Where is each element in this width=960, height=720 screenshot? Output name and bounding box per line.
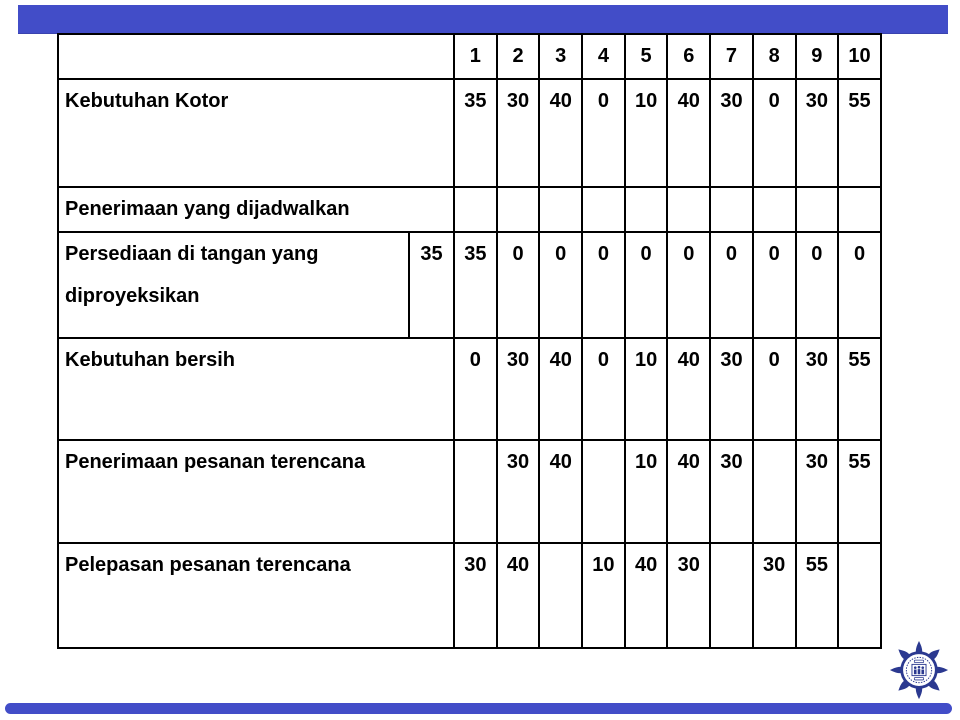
bottom-accent-bar — [5, 703, 952, 714]
cell-value — [710, 187, 753, 232]
row-label: Pelepasan pesanan terencana — [58, 543, 454, 648]
cell-value: 30 — [710, 338, 753, 440]
period-header: 8 — [753, 34, 796, 79]
cell-value: 40 — [497, 543, 540, 648]
mrp-table — [57, 33, 882, 649]
cell-value: 30 — [497, 79, 540, 187]
cell-value — [454, 187, 497, 232]
cell-value: 0 — [454, 338, 497, 440]
row-label: Penerimaan yang dijadwalkan — [58, 187, 454, 232]
cell-value: 10 — [625, 79, 668, 187]
cell-value — [796, 187, 839, 232]
period-header: 3 — [539, 34, 582, 79]
cell-value: 40 — [539, 440, 582, 543]
cell-value: 0 — [796, 232, 839, 338]
cell-value: 55 — [838, 338, 881, 440]
period-header: 9 — [796, 34, 839, 79]
cell-value: 35 — [454, 79, 497, 187]
row-label: Kebutuhan Kotor — [58, 79, 454, 187]
cell-value — [753, 187, 796, 232]
cell-value: 30 — [796, 338, 839, 440]
initial-inventory-cell: 35 — [409, 232, 454, 338]
cell-value — [454, 440, 497, 543]
cell-value: 55 — [838, 440, 881, 543]
cell-value — [582, 440, 625, 543]
cell-value: 0 — [582, 232, 625, 338]
row-label: Penerimaan pesanan terencana — [58, 440, 454, 543]
cell-value: 0 — [753, 79, 796, 187]
cell-value: 0 — [497, 232, 540, 338]
cell-value: 0 — [753, 338, 796, 440]
cell-value — [753, 440, 796, 543]
cell-value: 0 — [582, 338, 625, 440]
cell-value: 10 — [625, 338, 668, 440]
cell-value: 35 — [454, 232, 497, 338]
cell-value: 55 — [838, 79, 881, 187]
cell-value — [710, 543, 753, 648]
row-label: Kebutuhan bersih — [58, 338, 454, 440]
period-header: 7 — [710, 34, 753, 79]
cell-value — [838, 543, 881, 648]
period-header: 5 — [625, 34, 668, 79]
table-row-planned-order-receipts — [58, 440, 881, 543]
cell-value: 40 — [667, 440, 710, 543]
cell-value: 30 — [454, 543, 497, 648]
seal-figures — [914, 666, 924, 674]
cell-value: 30 — [753, 543, 796, 648]
cell-value: 10 — [582, 543, 625, 648]
period-header: 1 — [454, 34, 497, 79]
cell-value: 30 — [796, 79, 839, 187]
top-accent-bar — [18, 5, 948, 34]
cell-value: 0 — [838, 232, 881, 338]
header-corner-cell — [58, 34, 454, 79]
cell-value — [497, 187, 540, 232]
cell-value: 0 — [667, 232, 710, 338]
cell-value: 0 — [582, 79, 625, 187]
period-header-row — [58, 34, 881, 79]
table-row-projected-on-hand — [58, 232, 881, 338]
institution-seal-logo — [889, 640, 949, 700]
table-row-gross-requirements — [58, 79, 881, 187]
cell-value: 0 — [539, 232, 582, 338]
period-header: 2 — [497, 34, 540, 79]
period-header: 6 — [667, 34, 710, 79]
table-row-scheduled-receipts — [58, 187, 881, 232]
period-header: 10 — [838, 34, 881, 79]
cell-value: 40 — [539, 338, 582, 440]
row-label: Persediaan di tangan yang diproyeksikan — [58, 232, 409, 338]
table-row-net-requirements — [58, 338, 881, 440]
cell-value: 40 — [539, 79, 582, 187]
cell-value: 0 — [710, 232, 753, 338]
cell-value: 30 — [497, 440, 540, 543]
cell-value: 40 — [667, 79, 710, 187]
cell-value: 30 — [796, 440, 839, 543]
cell-value — [582, 187, 625, 232]
cell-value — [667, 187, 710, 232]
cell-value — [838, 187, 881, 232]
cell-value: 40 — [667, 338, 710, 440]
cell-value: 30 — [710, 79, 753, 187]
cell-value: 30 — [497, 338, 540, 440]
cell-value: 0 — [753, 232, 796, 338]
cell-value: 0 — [625, 232, 668, 338]
cell-value — [625, 187, 668, 232]
cell-value — [539, 187, 582, 232]
cell-value: 30 — [667, 543, 710, 648]
table-row-planned-order-releases — [58, 543, 881, 648]
period-header: 4 — [582, 34, 625, 79]
cell-value: 10 — [625, 440, 668, 543]
cell-value: 40 — [625, 543, 668, 648]
cell-value — [539, 543, 582, 648]
cell-value: 55 — [796, 543, 839, 648]
cell-value: 30 — [710, 440, 753, 543]
